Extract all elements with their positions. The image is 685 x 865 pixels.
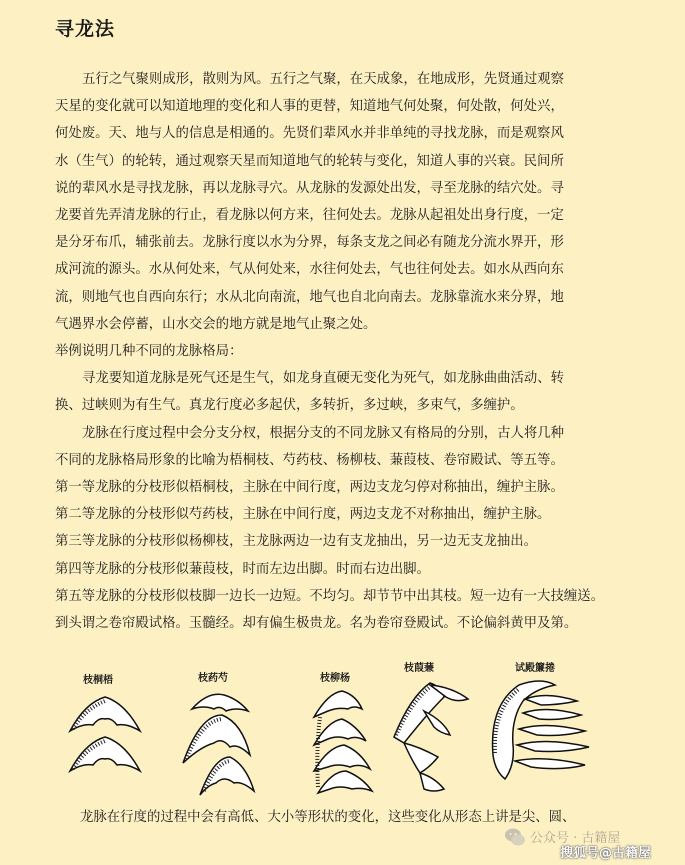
figure-shaoyao bbox=[180, 655, 260, 790]
wechat-icon bbox=[504, 826, 526, 848]
mountain-sketch-icon bbox=[180, 685, 260, 800]
paragraph: 第一等龙脉的分枝形似梧桐枝，主脉在中间行度，两边支龙匀停对称抽出，缠护主脉。 bbox=[55, 480, 564, 496]
paragraph: 何处废。天、地与人的信息是相通的。先贤们辈风水并非单纯的寻找龙脉，而是观察风 bbox=[55, 126, 564, 142]
paragraph: 水（生气）的轮转，通过观察天星而知道地气的轮转与变化，知道人事的兴衰。民间所 bbox=[55, 153, 564, 169]
paragraph: 龙脉在行度过程中会分支分杈，根据分支的不同龙脉又有格局的分别，古人将几种 bbox=[82, 425, 565, 441]
mountain-sketch-icon bbox=[65, 693, 145, 803]
figure-juanlian bbox=[485, 655, 595, 795]
paragraph: 五行之气聚则成形，散则为风。五行之气聚，在天成象，在地成形，先贤通过观察 bbox=[82, 72, 565, 87]
paragraph: 成河流的源头。水从何处来，气从何处来，水往何处去，气也往何处去。如水从西向东 bbox=[55, 262, 564, 278]
figure-yangliu bbox=[310, 655, 380, 790]
paragraph: 流，则地气也自西向东行；水从北向南流，地气也自北向南去。龙脉靠流水来分界，地 bbox=[55, 289, 564, 305]
page-title: 寻龙法 bbox=[55, 18, 116, 40]
paragraph: 不同的龙脉格局形象的比喻为梧桐枝、芍药枝、杨柳枝、蒹葭枝、卷帘殿试、等五等。 bbox=[55, 452, 564, 468]
figure-wutong bbox=[65, 655, 145, 785]
figure-caption: 枝桐梧 bbox=[83, 675, 113, 686]
body-text bbox=[55, 66, 615, 637]
paragraph: 第三等龙脉的分枝形似杨柳枝，主龙脉两边一边有支龙抽出，另一边无支龙抽出。 bbox=[55, 534, 538, 550]
body-text-continued: 龙脉在行度的过程中会有高低、大小等形状的变化，这些变化从形态上讲是尖、圆、 bbox=[80, 810, 576, 825]
figure-caption: 试殿簾捲 bbox=[515, 663, 555, 674]
watermark-sohu: 搜狐号@古籍屋 bbox=[560, 846, 652, 861]
figure-caption: 枝药芍 bbox=[198, 673, 228, 684]
paragraph: 第五等龙脉的分枝形似枝脚一边长一边短。不均匀。却节节中出其枝。短一边有一大技缠送。 bbox=[55, 588, 605, 604]
figure-caption: 枝葭蒹 bbox=[404, 663, 434, 674]
figure-jianjia bbox=[390, 655, 480, 795]
paragraph: 举例说明几种不同的龙脉格局： bbox=[55, 344, 243, 360]
paragraph: 到头谓之卷帘殿试格。玉髓经。却有偏生极贵龙。名为卷帘登殿试。不论偏斜黄甲及第。 bbox=[55, 616, 578, 632]
dragon-vein-figures bbox=[55, 655, 630, 795]
figure-caption: 枝柳杨 bbox=[320, 673, 350, 684]
paragraph: 第四等龙脉的分枝形似蒹葭枝，时而左边出脚。时而右边出脚。 bbox=[55, 561, 430, 577]
mountain-sketch-icon bbox=[485, 675, 595, 795]
mountain-sketch-icon bbox=[390, 677, 480, 797]
paragraph: 寻龙要知道龙脉是死气还是生气，如龙身直硬无变化为死气，如龙脉曲曲活动、转 bbox=[82, 371, 565, 387]
paragraph: 气遇界水会停蓄，山水交会的地方就是地气止聚之处。 bbox=[55, 316, 377, 332]
mountain-sketch-icon bbox=[310, 687, 380, 797]
watermark-wechat: 公众号 · 古籍屋 bbox=[530, 831, 621, 846]
paragraph: 天星的变化就可以知道地理的变化和人事的更替，知道地气何处聚，何处散，何处兴， bbox=[55, 99, 564, 115]
paragraph: 是分牙布爪，辅张前去。龙脉行度以水为分界，每条支龙之间必有随龙分流水界开，形 bbox=[55, 235, 564, 251]
paragraph: 第二等龙脉的分枝形似芍药枝，主脉在中间行度，两边支龙不对称抽出，缠护主脉。 bbox=[55, 507, 551, 523]
paragraph: 龙要首先弄清龙脉的行止，看龙脉以何方来，往何处去。龙脉从起祖处出身行度，一定 bbox=[55, 208, 564, 224]
paragraph: 说的辈风水是寻找龙脉，再以龙脉寻穴。从龙脉的发源处出发，寻至龙脉的结穴处。寻 bbox=[55, 180, 564, 196]
paragraph: 换、过峡则为有生气。真龙行度必多起伏，多转折，多过峡，多束气，多缠护。 bbox=[55, 398, 524, 414]
